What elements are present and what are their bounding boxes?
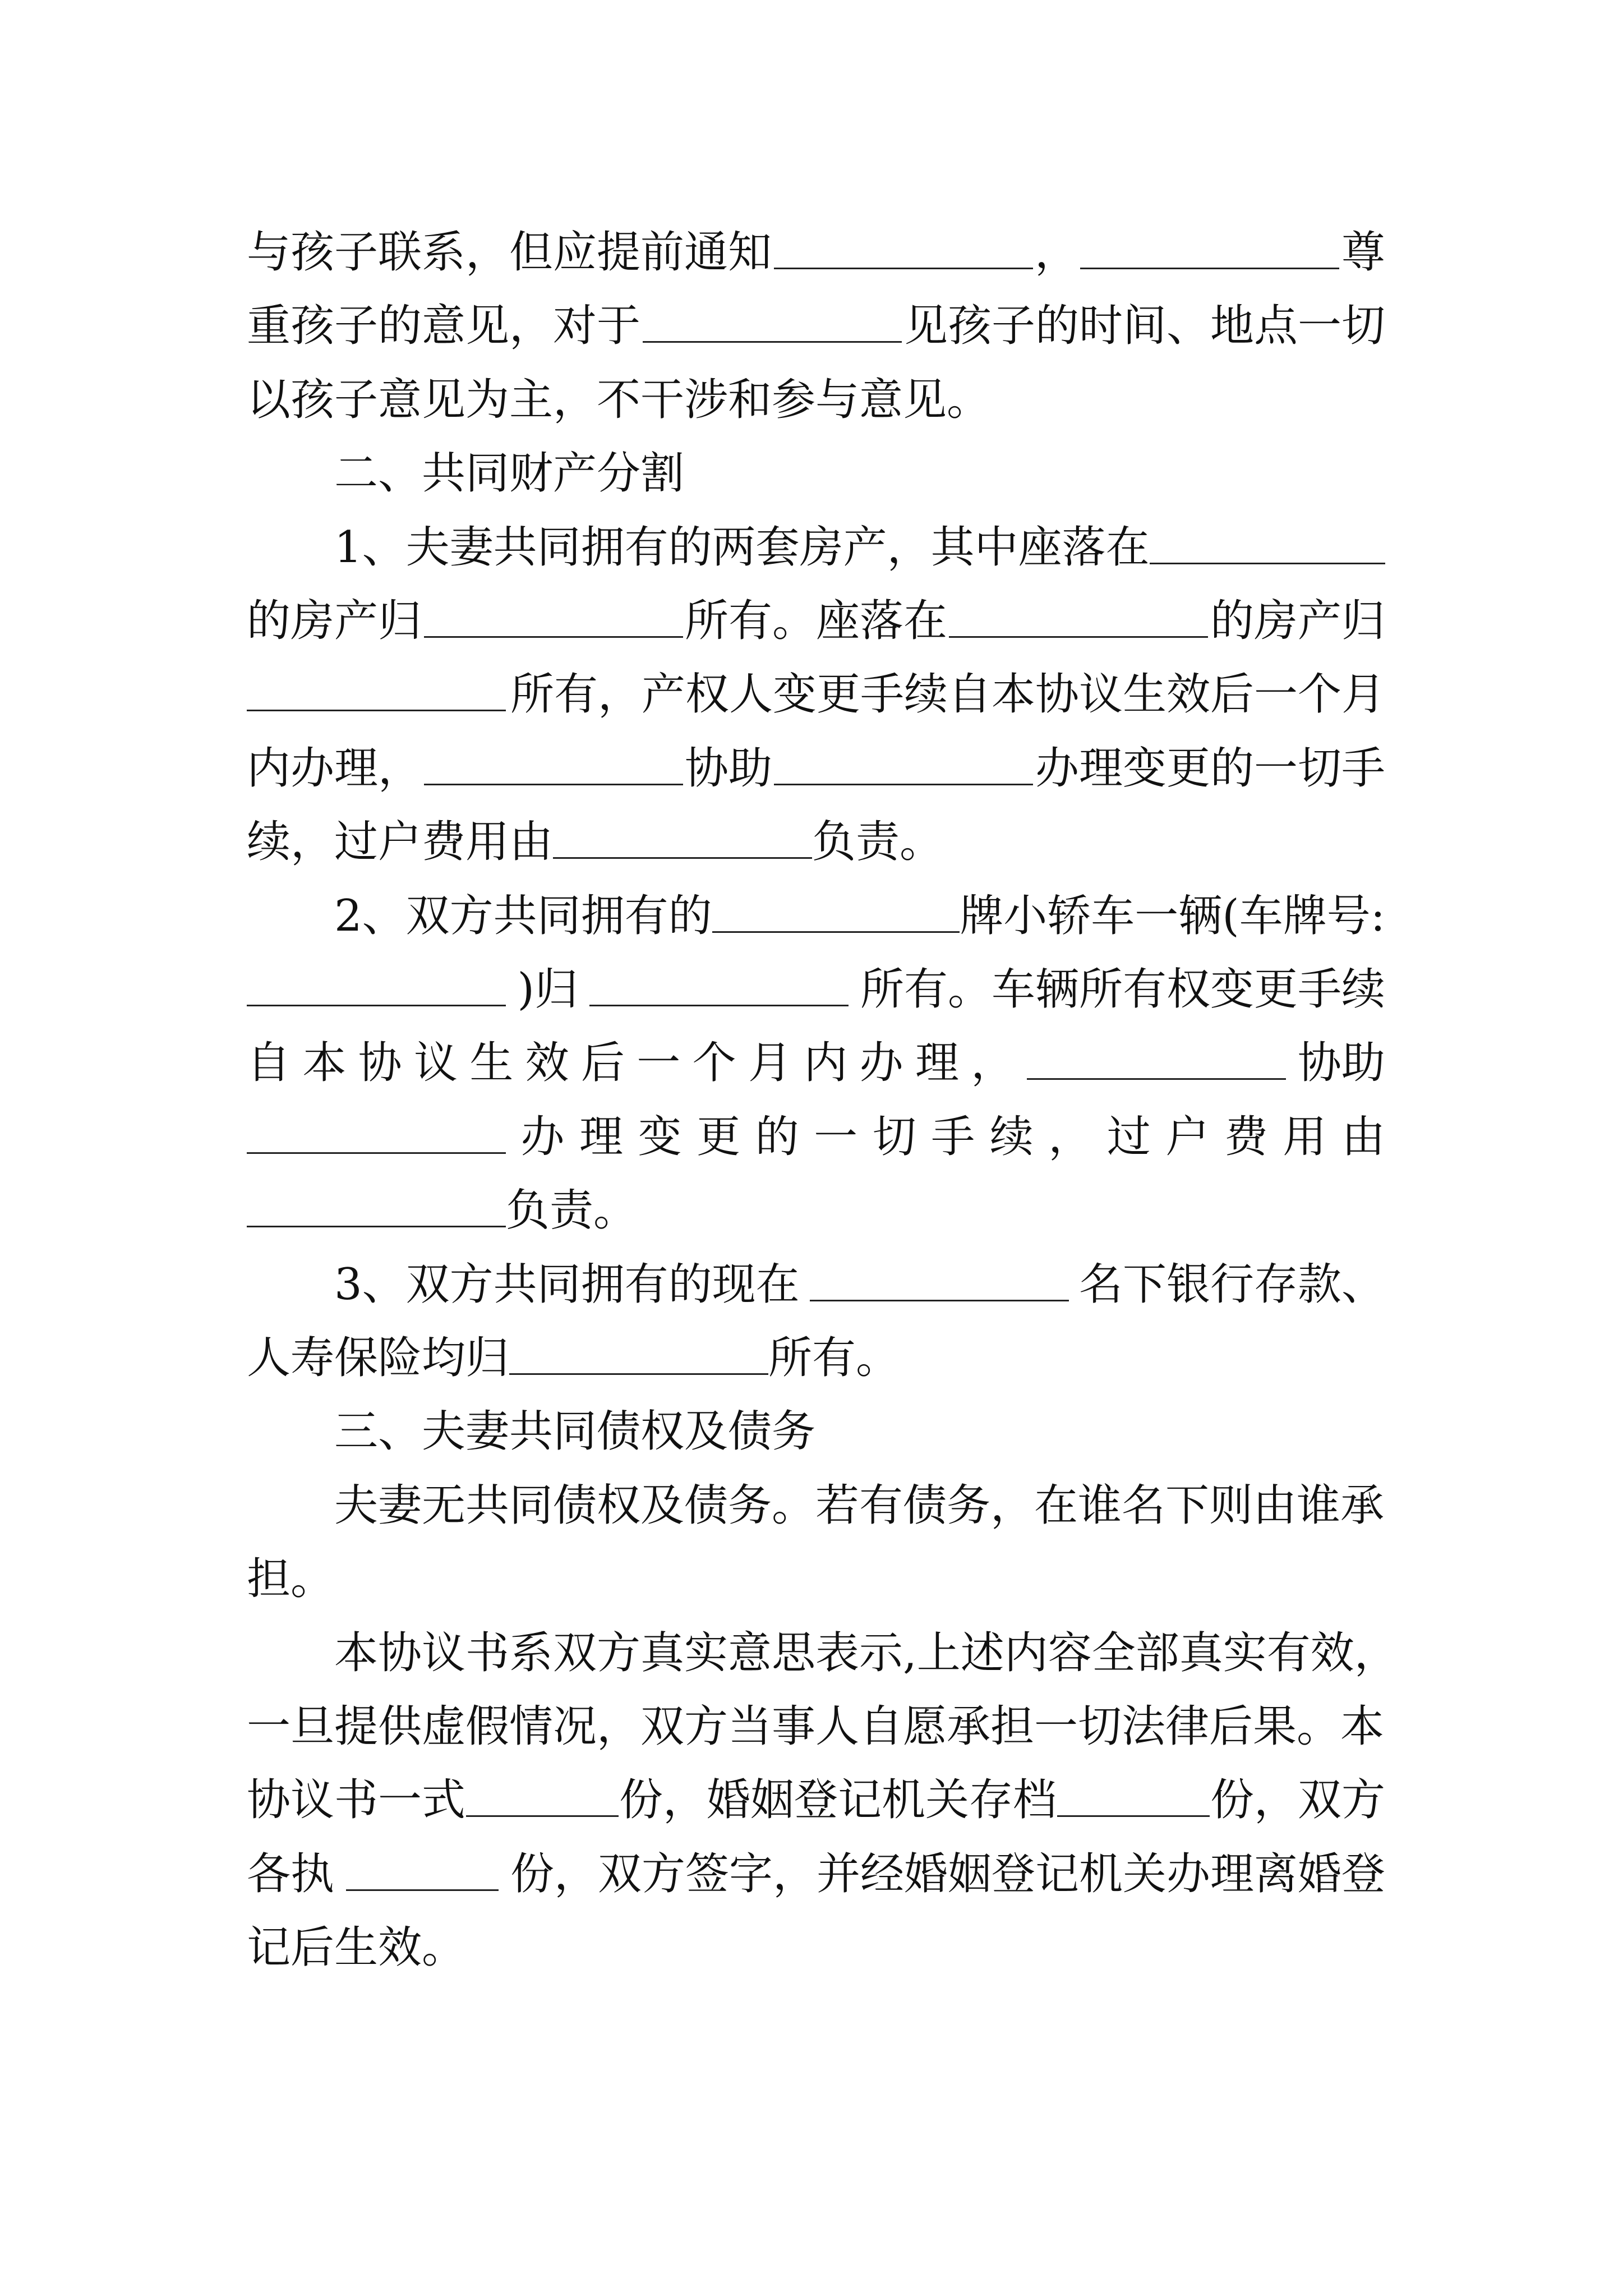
text-segment: 办 (520, 1111, 565, 1162)
text-segment: 续 (989, 1111, 1034, 1162)
text-segment: )归 (517, 964, 578, 1015)
text-segment: 所有。 (768, 1333, 900, 1383)
text-segment: 以孩子意见为主，不干涉和参与意见。 (247, 374, 991, 425)
text-segment: 重孩子的意见，对于 (247, 301, 641, 352)
fill-in-blank (589, 967, 849, 1006)
text-segment: 夫妻无共同债权及债务。若有债务，在谁名下则由谁承 (334, 1480, 1385, 1531)
text-segment: ， (1048, 1111, 1092, 1162)
text-segment: 尊 (1341, 227, 1385, 278)
text-segment: 议 (413, 1038, 458, 1089)
text-segment: 所有。车辆所有权变更手续 (860, 964, 1385, 1015)
text-segment: 一旦提供虚假情况，双方当事人自愿承担一切法律后果。本 (247, 1701, 1385, 1752)
text-line (247, 1021, 1385, 1105)
text-segment: 协助 (1297, 1038, 1385, 1089)
fill-in-blank (774, 230, 1033, 269)
text-segment: 户 (1165, 1111, 1210, 1162)
text-line (247, 726, 1385, 811)
text-segment: 手 (931, 1111, 975, 1162)
text-segment: 记后生效。 (247, 1922, 466, 1973)
fill-in-blank (509, 1336, 768, 1375)
text-segment: 内办理， (247, 743, 422, 794)
text-segment: 协助 (684, 743, 772, 794)
text-segment: 名下银行存款、 (1078, 1259, 1385, 1310)
text-segment: 的房产归 (247, 596, 422, 646)
fill-in-blank (1080, 230, 1339, 269)
text-segment: 办 (859, 1038, 903, 1089)
text-segment: 2、双方共同拥有的 (334, 890, 712, 941)
text-segment: 3、双方共同拥有的现在 (334, 1259, 800, 1310)
text-segment: 由 (1341, 1111, 1385, 1162)
fill-in-blank (1150, 525, 1385, 564)
fill-in-blank (424, 746, 683, 785)
text-line (247, 284, 1385, 368)
text-line (247, 1611, 1398, 1695)
fill-in-blank (1057, 1778, 1210, 1817)
fill-in-blank (553, 820, 812, 859)
text-segment: 月 (748, 1038, 792, 1089)
text-line (247, 1243, 1385, 1327)
text-segment: 自 (247, 1038, 291, 1089)
text-segment: 人寿保险均归 (247, 1333, 510, 1383)
text-line (247, 947, 1385, 1032)
fill-in-blank (466, 1778, 619, 1817)
text-segment: ， (971, 1038, 1015, 1089)
text-segment: 份，双方签字，并经婚姻登记机关办理离婚登 (510, 1848, 1385, 1899)
text-segment: 生 (469, 1038, 514, 1089)
text-segment: 份，双方 (1210, 1775, 1385, 1826)
text-line (247, 431, 1385, 516)
text-segment: 费 (1224, 1111, 1268, 1162)
text-line (247, 1906, 1385, 1990)
text-segment: 本 (302, 1038, 347, 1089)
text-segment: 办理变更的一切手 (1035, 743, 1385, 794)
text-segment: 理 (579, 1111, 624, 1162)
text-line (247, 358, 1385, 442)
text-segment: 负责。 (812, 817, 944, 868)
text-segment: 份，婚姻登记机关存档 (619, 1775, 1057, 1826)
fill-in-blank (424, 599, 683, 638)
text-segment: 协议书一式 (247, 1775, 466, 1826)
fill-in-blank (712, 894, 960, 933)
text-segment: 切 (872, 1111, 916, 1162)
fill-in-blank (247, 1115, 506, 1154)
text-segment: 的 (755, 1111, 799, 1162)
text-segment: 牌小轿车一辆(车牌号: (960, 890, 1385, 941)
text-segment: 负责。 (506, 1185, 638, 1236)
text-segment: 见孩子的时间、地点一切 (903, 301, 1385, 352)
text-segment: 内 (804, 1038, 848, 1089)
text-segment: 协 (358, 1038, 402, 1089)
text-segment: 理 (915, 1038, 959, 1089)
text-segment: 担。 (247, 1554, 335, 1605)
text-line (247, 210, 1385, 295)
text-segment: 与孩子联系，但应提前通知 (247, 227, 772, 278)
text-segment: 所有，产权人变更手续自本协议生效后一个月 (510, 669, 1385, 720)
text-line (247, 1758, 1385, 1842)
text-segment: 二、共同财产分割 (334, 448, 685, 499)
text-line (247, 1095, 1385, 1179)
text-segment: 续，过户费用由 (247, 817, 554, 868)
fill-in-blank (247, 672, 506, 711)
text-segment: 后 (580, 1038, 625, 1089)
text-segment: 1、夫妻共同拥有的两套房产，其中座落在 (334, 522, 1150, 573)
fill-in-blank (247, 1188, 506, 1227)
text-segment: 过 (1106, 1111, 1151, 1162)
text-line (247, 1537, 1385, 1621)
fill-in-blank (949, 599, 1208, 638)
text-line (247, 1316, 1385, 1400)
fill-in-blank (810, 1262, 1069, 1301)
fill-in-blank (346, 1852, 499, 1891)
text-segment: 一 (637, 1038, 681, 1089)
text-line (247, 579, 1385, 663)
text-segment: 三、夫妻共同债权及债务 (334, 1406, 816, 1457)
fill-in-blank (774, 746, 1033, 785)
text-segment: 用 (1283, 1111, 1327, 1162)
text-segment: 效 (525, 1038, 569, 1089)
fill-in-blank (1027, 1041, 1286, 1080)
text-line (247, 1464, 1385, 1548)
text-line (247, 1168, 1385, 1253)
text-segment: 的房产归 (1210, 596, 1385, 646)
text-line (247, 652, 1385, 737)
fill-in-blank (247, 967, 506, 1006)
text-line (247, 505, 1385, 590)
text-segment: 各执 (247, 1848, 335, 1899)
text-line (247, 1685, 1385, 1769)
text-line (247, 1389, 1385, 1474)
text-segment: 更 (697, 1111, 741, 1162)
text-line (247, 800, 1385, 884)
text-segment: 个 (692, 1038, 736, 1089)
text-segment: ， (1034, 227, 1078, 278)
text-line (247, 874, 1385, 958)
fill-in-blank (643, 303, 902, 343)
text-segment: 一 (814, 1111, 858, 1162)
text-line (247, 1832, 1385, 1916)
text-segment: 变 (638, 1111, 682, 1162)
text-segment: 本协议书系双方真实意思表示,上述内容全部真实有效， (334, 1627, 1398, 1678)
text-segment: 所有。座落在 (684, 596, 947, 646)
